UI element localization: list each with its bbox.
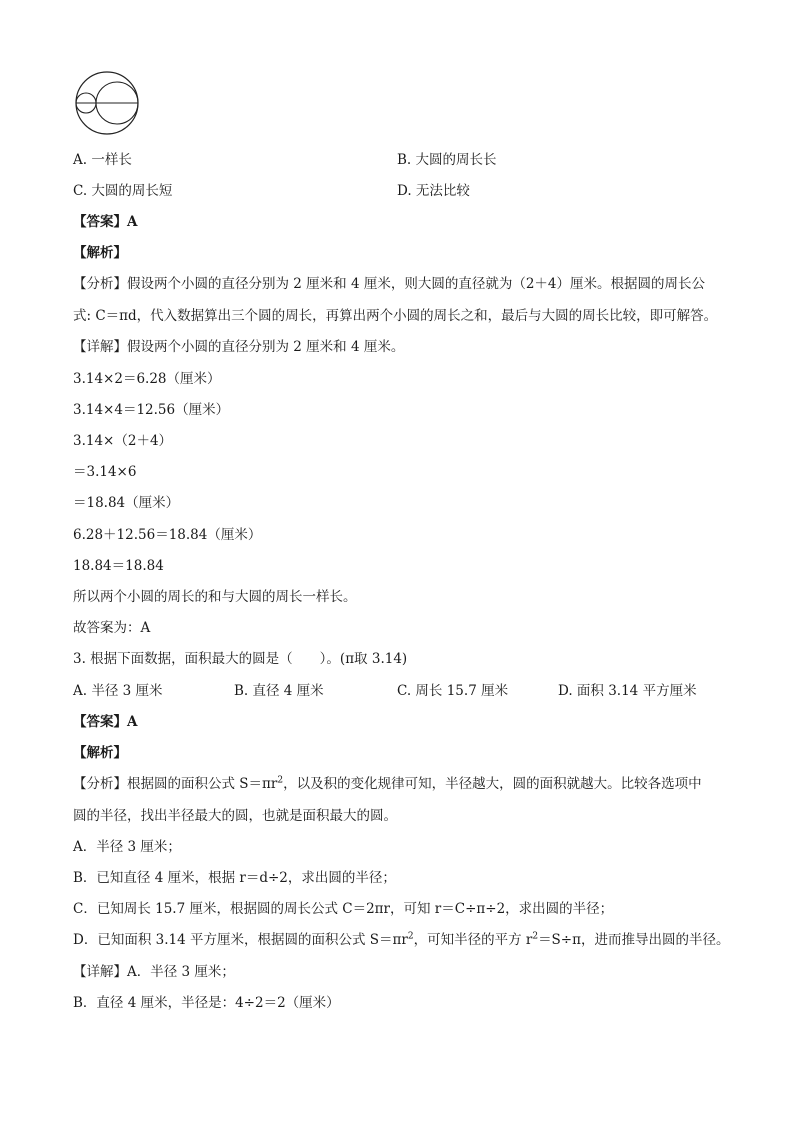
q3-option-a: A. 半径 3 厘米 (73, 683, 163, 699)
q2-answer: 【答案】A (73, 214, 138, 230)
q3-option-c: C. 周长 15.7 厘米 (397, 683, 509, 699)
q2-option-b: B. 大圆的周长长 (397, 152, 497, 168)
q2-detail-intro: 【详解】假设两个小圆的直径分别为 2 厘米和 4 厘米。 (73, 339, 405, 355)
q2-option-c: C. 大圆的周长短 (73, 183, 173, 199)
q3-detail-intro: 【详解】A．半径 3 厘米； (73, 964, 235, 980)
q3-option-d: D. 面积 3.14 平方厘米 (558, 683, 697, 699)
q2-calc-line: 6.28＋12.56＝18.84（厘米） (73, 527, 262, 543)
q2-option-a: A. 一样长 (73, 152, 132, 168)
q3-detail-b: B．直径 4 厘米，半径是：4÷2＝2（厘米） (73, 995, 340, 1011)
q2-analysis-line-1: 【分析】假设两个小圆的直径分别为 2 厘米和 4 厘米，则大圆的直径就为（2＋4）厘米。根据圆的周长公 (73, 276, 706, 292)
q3-item-a: A．半径 3 厘米； (73, 839, 181, 855)
q3-item-d-text: ，可知半径的平方 r (413, 932, 533, 948)
q2-calc-line: ＝18.84（厘米） (73, 495, 180, 511)
q3-analysis-line-1 (73, 775, 702, 793)
superscript: 2 (277, 775, 284, 786)
q3-item-d-text: ＝S÷π，进而推导出圆的半径。 (538, 932, 730, 948)
q3-item-d (73, 931, 730, 949)
q2-calc-line: 3.14×（2＋4） (73, 433, 173, 449)
q3-analysis-line-2: 圆的半径，找出半径最大的圆，也就是面积最大的圆。 (73, 808, 397, 824)
q3-analysis-text: ，以及积的变化规律可知，半径越大，圆的面积就越大。比较各选项中 (283, 776, 702, 792)
q2-calc-line: ＝3.14×6 (73, 464, 137, 480)
q2-final-answer: 故答案为：A (73, 620, 151, 636)
q3-analysis-heading: 【解析】 (73, 745, 127, 761)
superscript: 2 (407, 931, 414, 942)
superscript: 2 (532, 931, 539, 942)
q2-calc-line: 3.14×4＝12.56（厘米） (73, 402, 230, 418)
q2-option-d: D. 无法比较 (397, 183, 470, 199)
q3-question: 3. 根据下面数据，面积最大的圆是（ ）。(π取 3.14) (73, 651, 408, 667)
q2-calc-line: 3.14×2＝6.28（厘米） (73, 371, 221, 387)
q3-item-d-text: D．已知面积 3.14 平方厘米，根据圆的面积公式 S＝πr (73, 932, 408, 948)
q2-conclusion: 所以两个小圆的周长的和与大圆的周长一样长。 (73, 589, 357, 605)
q3-analysis-text: 【分析】根据圆的面积公式 S＝πr (73, 776, 278, 792)
q2-analysis-heading: 【解析】 (73, 245, 127, 261)
circles-figure (72, 70, 142, 144)
q3-option-b: B. 直径 4 厘米 (234, 683, 324, 699)
q3-item-b: B．已知直径 4 厘米，根据 r＝d÷2，求出圆的半径； (73, 870, 396, 886)
q3-answer: 【答案】A (73, 714, 138, 730)
q3-item-c: C．已知周长 15.7 厘米，根据圆的周长公式 C＝2πr，可知 r＝C÷π÷2，求出圆的半径； (73, 901, 614, 917)
circles-diagram (72, 70, 142, 140)
q2-analysis-line-2: 式: C＝πd，代入数据算出三个圆的周长，再算出两个小圆的周长之和，最后与大圆的周长比较，即可解答。 (73, 308, 718, 324)
q2-calc-line: 18.84＝18.84 (73, 558, 164, 574)
